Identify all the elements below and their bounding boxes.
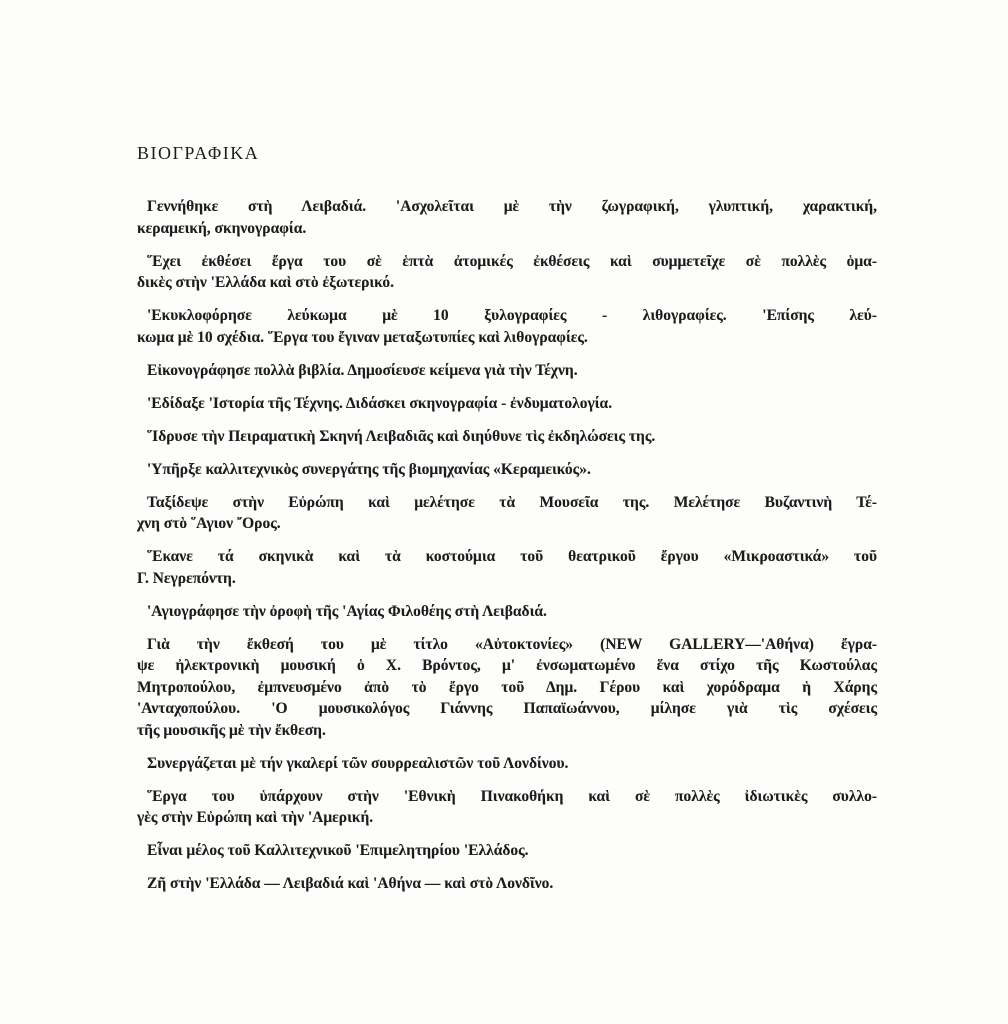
text-line: χνη στὸ ῞Αγιον ῎Ορος. <box>137 515 281 532</box>
paragraph <box>137 786 877 829</box>
paragraph <box>137 305 877 348</box>
paragraph <box>137 601 877 623</box>
biography-text <box>137 196 877 906</box>
text-line: 'Ανταχοπούλου. 'Ο μουσικολόγος Γιάννης Παπαϊωάννου, μίλησε γιὰ τὶς σχέσεις <box>137 700 877 717</box>
text-line: Γ. Νεγρεπόντη. <box>137 569 236 587</box>
text-line: κωμα μὲ 10 σχέδια. ῞Εργα του ἔγιναν μεταξωτυπίες καὶ λιθογραφίες. <box>137 328 588 346</box>
text-line: δικὲς στὴν 'Ελλάδα καὶ στὸ ἐξωτερικό. <box>137 274 394 291</box>
paragraph <box>137 393 877 415</box>
paragraph <box>137 459 877 481</box>
paragraph <box>137 840 877 862</box>
paragraph <box>137 873 877 895</box>
text-line: ῞Εκανε τά σκηνικὰ καὶ τὰ κοστούμια τοῦ θεατρικοῦ ἔργου «Μικροαστικά» τοῦ <box>147 548 877 565</box>
text-line: Εἶναι μέλος τοῦ Καλλιτεχνικοῦ 'Επιμελητηρίου 'Ελλάδος. <box>147 842 529 859</box>
text-line: ψε ἠλεκτρονικὴ μουσική ὁ Χ. Βρόντος, μ' ἐνσωματωμένο ἕνα στίχο τῆς Κωστούλας <box>137 657 877 674</box>
text-line: κεραμεική, σκηνογραφία. <box>137 219 307 237</box>
text-line: Συνεργάζεται μὲ τήν γκαλερί τῶν σουρρεαλιστῶν τοῦ Λονδίνου. <box>147 754 569 772</box>
text-line: Μητροπούλου, ἐμπνευσμένο ἀπὸ τὸ ἔργο τοῦ Δημ. Γέρου καὶ χορόδραμα ἡ Χάρης <box>137 678 877 696</box>
text-line: Ζῆ στὴν 'Ελλάδα — Λειβαδιά καὶ 'Αθήνα — καὶ στὸ Λονδῖνο. <box>147 875 554 892</box>
paragraph <box>137 634 877 742</box>
page-title: ΒΙΟΓΡΑΦΙΚΑ <box>137 143 260 164</box>
text-line: Γιὰ τὴν ἔκθεσή του μὲ τίτλο «Αὐτοκτονίες» (NEW GALLERY—'Αθήνα) ἔγρα- <box>147 635 877 653</box>
text-line: ῞Εργα του ὑπάρχουν στὴν 'Εθνικὴ Πινακοθήκη καὶ σὲ πολλὲς ἰδιωτικὲς συλλο- <box>147 787 877 805</box>
text-line: 'Αγιογράφησε τὴν ὀροφὴ τῆς 'Αγίας Φιλοθέης στὴ Λειβαδιά. <box>147 602 547 620</box>
text-line: 'Υπῆρξε καλλιτεχνικὸς συνεργάτης τῆς βιομηχανίας «Κεραμεικός». <box>147 460 591 478</box>
paragraph <box>137 360 877 382</box>
text-line: 'Εδίδαξε 'Ιστορία τῆς Τέχνης. Διδάσκει σκηνογραφία - ἐνδυματολογία. <box>147 394 613 412</box>
paragraph <box>137 251 877 294</box>
text-line: τῆς μουσικῆς μὲ τὴν ἔκθεση. <box>137 721 326 739</box>
paragraph <box>137 426 877 448</box>
paragraph <box>137 492 877 535</box>
text-line: Εἰκονογράφησε πολλὰ βιβλία. Δημοσίευσε κείμενα γιὰ τὴν Τέχνη. <box>147 361 578 379</box>
text-line: ῞Εχει ἐκθέσει ἔργα του σὲ ἑπτὰ ἀτομικές ἐκθέσεις καὶ συμμετεῖχε σὲ πολλὲς ὁμα- <box>147 252 877 270</box>
text-line: Γεννήθηκε στὴ Λειβαδιά. 'Ασχολεῖται μὲ τὴν ζωγραφική, γλυπτική, χαρακτική, <box>147 198 877 215</box>
paragraph <box>137 546 877 589</box>
text-line: 'Εκυκλοφόρησε λεύκωμα μὲ 10 ξυλογραφίες - λιθογραφίες. 'Επίσης λεύ- <box>147 307 877 324</box>
text-line: Ταξίδεψε στὴν Εὐρώπη καὶ μελέτησε τὰ Μουσεῖα της. Μελέτησε Βυζαντινὴ Τέ- <box>147 493 877 511</box>
paragraph <box>137 196 877 239</box>
text-line: γὲς στὴν Εὐρώπη καὶ τὴν 'Αμερική. <box>137 809 374 826</box>
paragraph <box>137 753 877 775</box>
text-line: ῞Ιδρυσε τὴν Πειραματικὴ Σκηνή Λειβαδιᾶς καὶ διηύθυνε τὶς ἐκδηλώσεις της. <box>147 427 656 445</box>
